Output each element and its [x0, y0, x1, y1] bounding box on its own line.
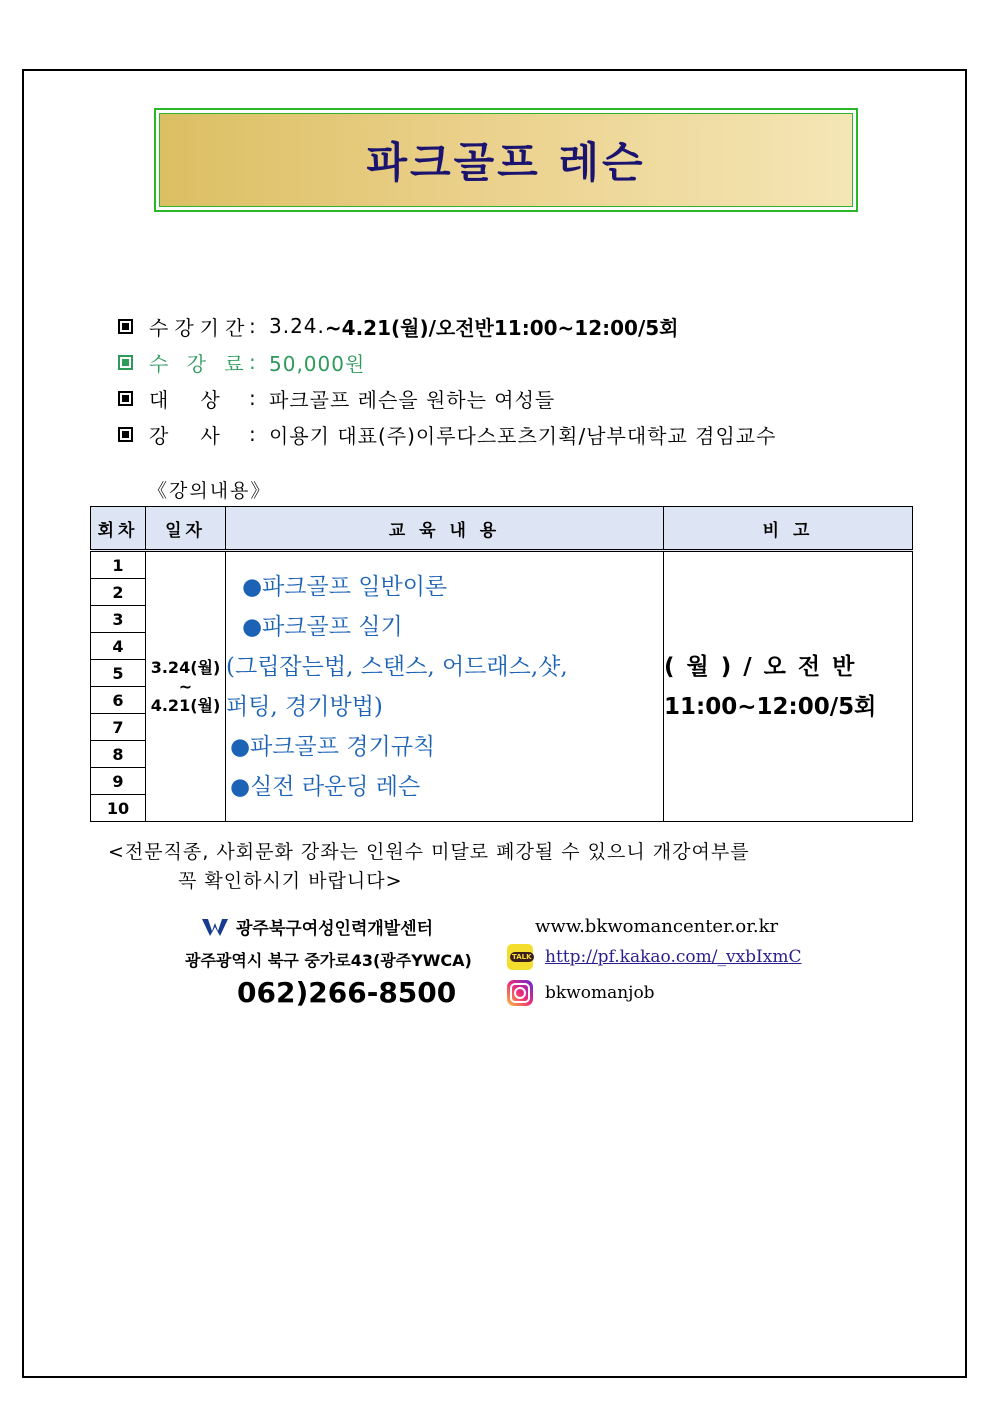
course-info: [118, 308, 776, 452]
lecture-section-label: 《강의내용》: [148, 480, 272, 502]
header-content: 교 육 내 용: [226, 507, 664, 551]
organization-phone: 062)266-8500: [237, 976, 457, 1009]
header-session: 회차: [91, 507, 146, 551]
session-number: 5: [91, 660, 146, 687]
title-banner-inner: [159, 113, 853, 207]
info-separator: :: [249, 386, 256, 410]
session-number: 10: [91, 795, 146, 822]
content-line: ●파크골프 일반이론: [242, 573, 448, 600]
instagram-icon: [507, 980, 533, 1006]
info-key-fee: 수 강 료: [149, 351, 250, 376]
header-date: 일자: [146, 507, 226, 551]
page-title: 파크골프 레슨: [366, 138, 646, 187]
session-number: 3: [91, 606, 146, 633]
kakao-link[interactable]: http://pf.kakao.com/_vxbIxmC: [545, 947, 802, 967]
kakao-channel[interactable]: [507, 944, 801, 970]
content-line: ●실전 라운딩 레슨: [230, 773, 421, 800]
curriculum-table: [90, 506, 913, 822]
date-end: 4.21(월): [150, 695, 221, 715]
square-bullet-icon: [118, 319, 133, 334]
session-number: 6: [91, 687, 146, 714]
notice-line-1: <전문직종, 사회문화 강좌는 인원수 미달로 폐강될 수 있으니 개강여부를: [108, 841, 750, 863]
square-bullet-icon: [118, 427, 133, 442]
info-row-instructor: [118, 416, 776, 452]
content-line: (그립잡는법, 스탠스, 어드래스,샷,: [226, 653, 568, 680]
kakao-talk-icon: [507, 944, 533, 970]
info-value-period-prefix: 3.24.: [269, 314, 325, 338]
session-number: 1: [91, 551, 146, 579]
session-number: 2: [91, 579, 146, 606]
instagram-handle[interactable]: bkwomanjob: [545, 983, 655, 1003]
square-bullet-icon: [118, 355, 133, 370]
info-separator: :: [249, 422, 256, 446]
info-separator: :: [249, 350, 256, 374]
info-row-fee: [118, 344, 776, 380]
organization-label: 광주북구여성인력개발센터: [236, 919, 434, 939]
header-note: 비 고: [664, 507, 913, 551]
title-banner: [154, 108, 858, 212]
session-number: 7: [91, 714, 146, 741]
content-cell: [226, 551, 664, 822]
notice-line-2: 꼭 확인하시기 바랍니다>: [178, 870, 403, 892]
closure-notice: [108, 838, 750, 896]
note-line-time: 11:00~12:00/5회: [664, 693, 877, 720]
session-number: 9: [91, 768, 146, 795]
website-url[interactable]: www.bkwomancenter.or.kr: [535, 916, 779, 937]
organization-address: 광주광역시 북구 중가로43(광주YWCA): [185, 951, 472, 970]
info-key-target: 대 상: [149, 387, 226, 412]
content-line: ●파크골프 실기: [242, 613, 403, 640]
session-number: 8: [91, 741, 146, 768]
instagram-account[interactable]: [507, 980, 655, 1006]
session-number: 4: [91, 633, 146, 660]
organization-name: [202, 914, 433, 939]
table-header-row: [91, 507, 913, 551]
note-cell: [664, 551, 913, 822]
date-cell: [146, 551, 226, 822]
square-bullet-icon: [118, 391, 133, 406]
info-row-target: [118, 380, 776, 416]
info-key-instructor: 강 사: [149, 423, 226, 448]
info-value-instructor: 이용기 대표(주)이루다스포츠기획/남부대학교 겸임교수: [269, 423, 777, 448]
info-row-period: [118, 308, 776, 344]
info-separator: :: [249, 314, 256, 338]
info-value-fee: 50,000원: [269, 351, 366, 376]
table-row: [91, 551, 913, 579]
ywca-logo-icon: [202, 917, 228, 937]
info-value-period: ~4.21(월)/오전반11:00~12:00/5회: [324, 315, 679, 340]
content-line: 퍼팅, 경기방법): [226, 693, 383, 720]
date-tilde: ~: [178, 676, 193, 696]
content-line: ●파크골프 경기규칙: [230, 733, 436, 760]
info-value-target: 파크골프 레슨을 원하는 여성들: [269, 387, 556, 412]
info-key-period: 수강기간: [149, 315, 251, 340]
date-start: 3.24(월): [150, 657, 221, 677]
note-line-day: (월)/오전반: [664, 653, 867, 680]
